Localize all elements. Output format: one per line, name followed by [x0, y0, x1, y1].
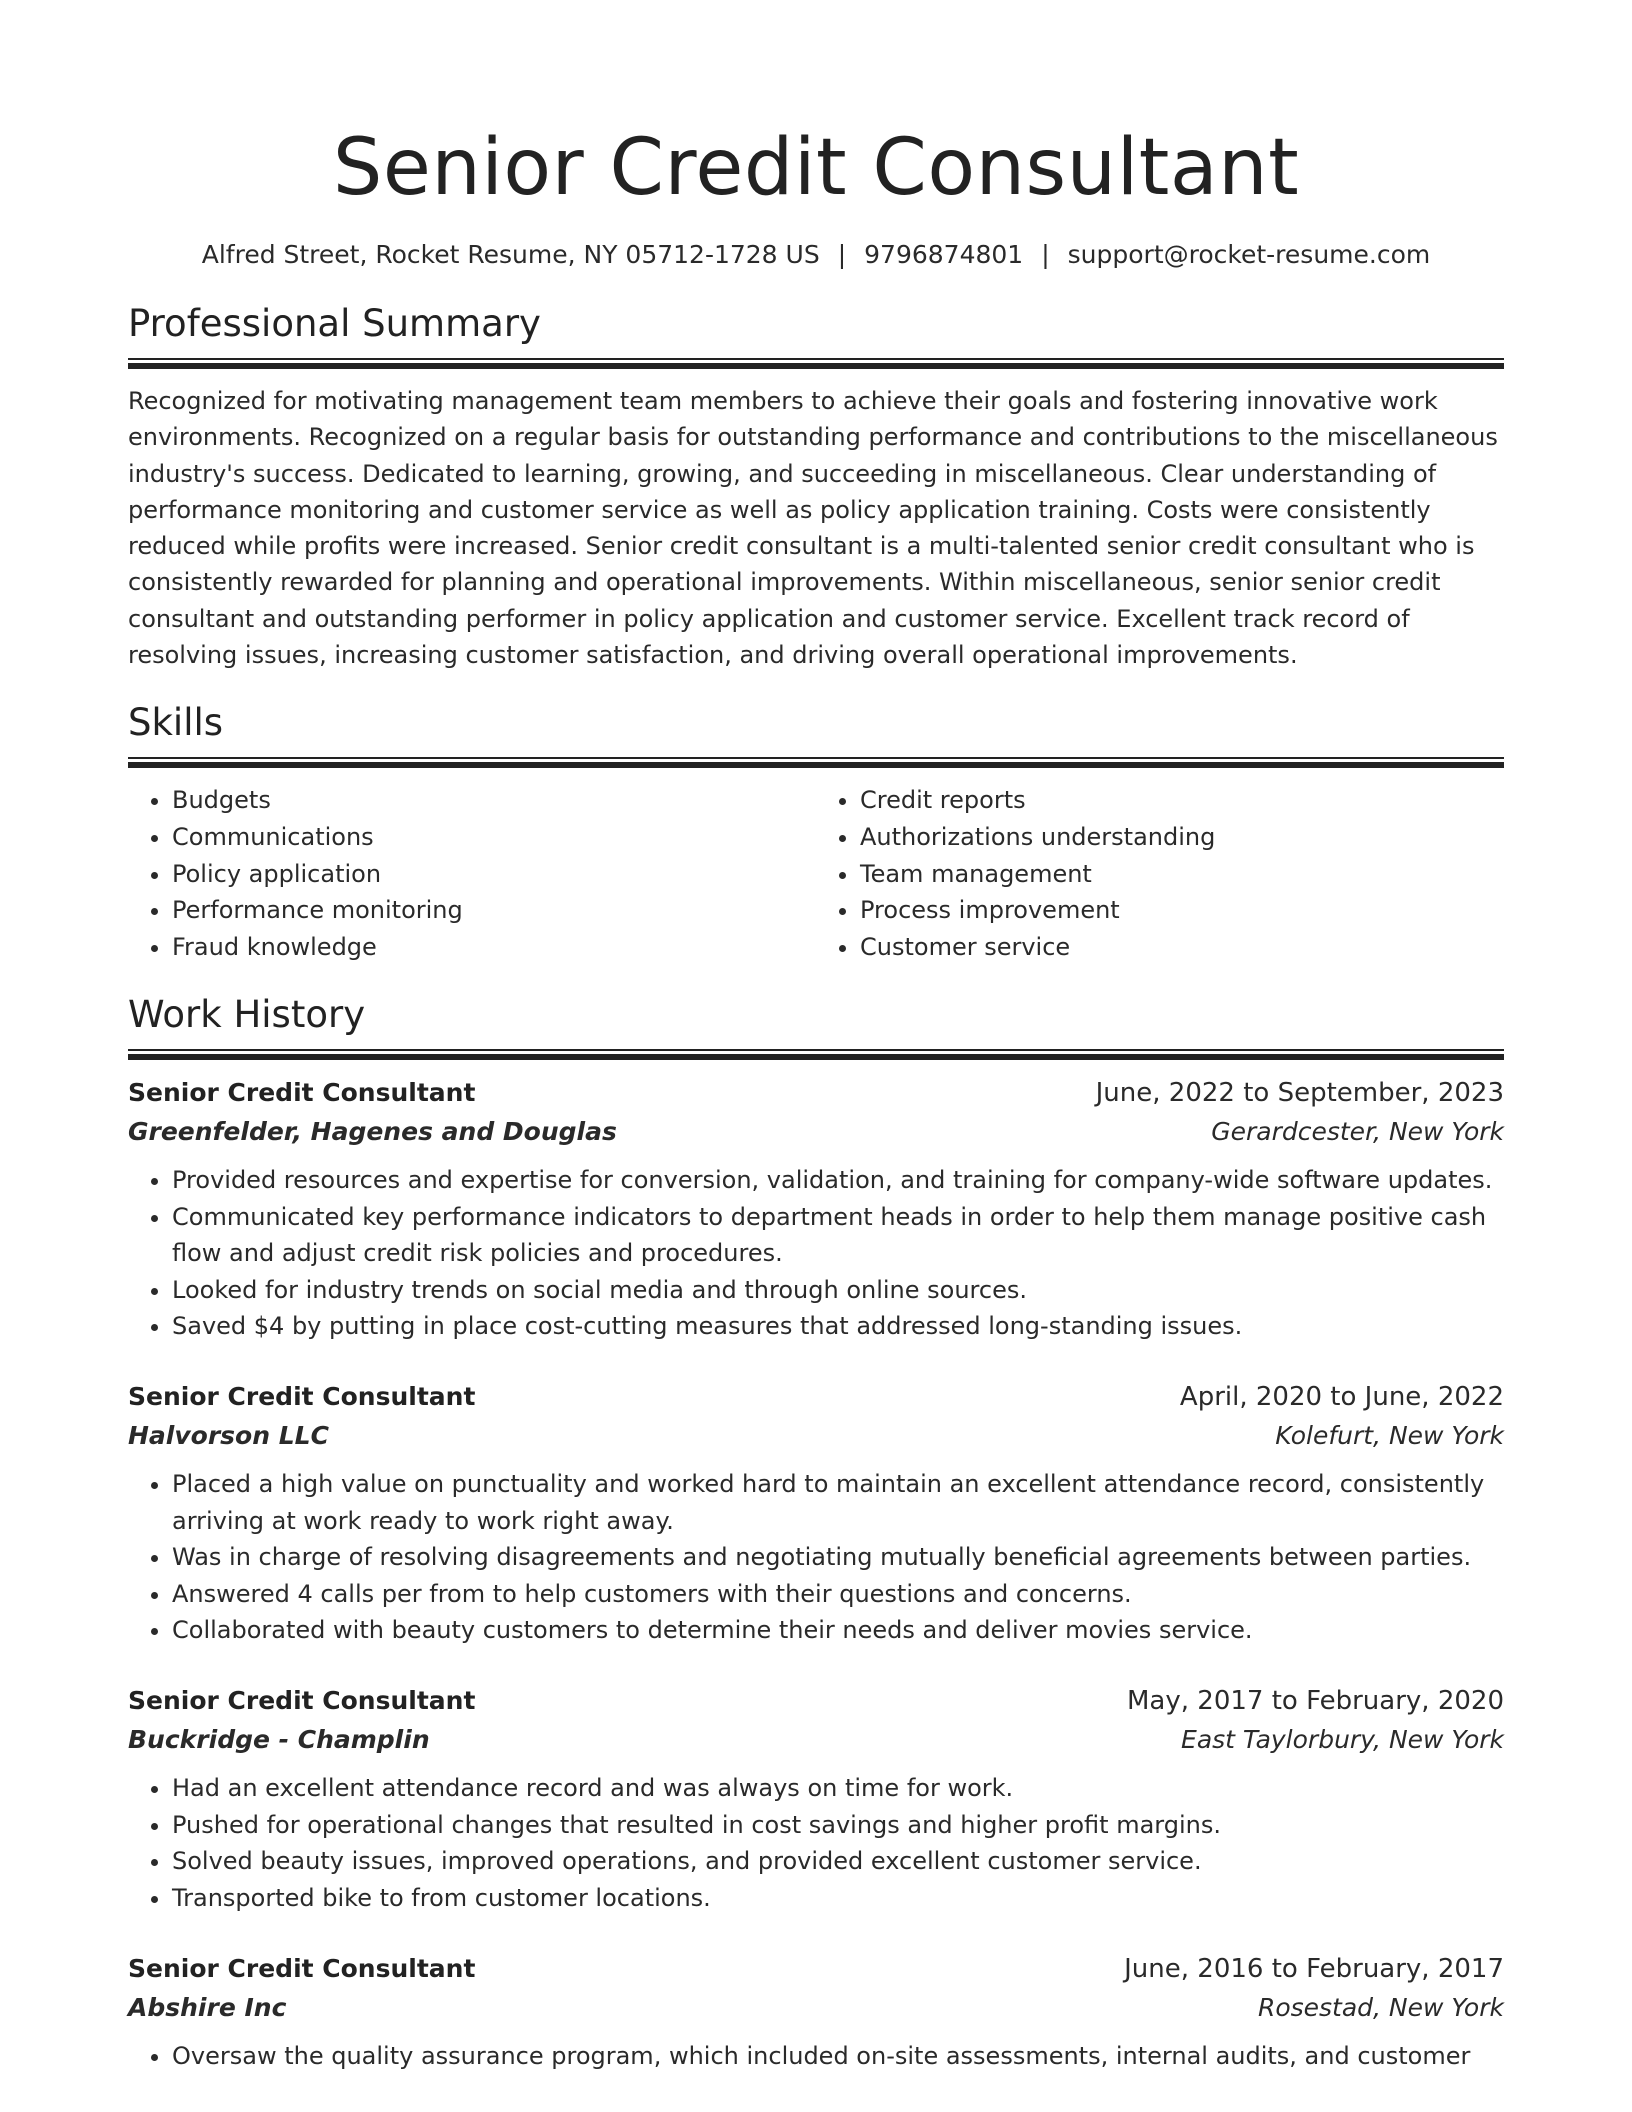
job-title: Senior Credit Consultant — [128, 1078, 476, 1108]
job-dates: June, 2022 to September, 2023 — [1095, 1078, 1504, 1109]
job-dates: May, 2017 to February, 2020 — [1127, 1686, 1504, 1717]
job-bullet: • Saved $4 by putting in place cost-cutting measures that addressed long-standing issues. — [172, 1308, 1504, 1344]
job-bullet: • Provided resources and expertise for conversion, validation, and training for company-wide software updates. — [172, 1162, 1504, 1198]
job-bullets — [128, 2038, 1504, 2074]
skill-item: • Budgets — [172, 782, 816, 819]
job-bullet: • Solved beauty issues, improved operations, and provided excellent customer service. — [172, 1843, 1504, 1879]
job-title: Senior Credit Consultant — [128, 1686, 476, 1716]
job-bullet: • Placed a high value on punctuality and worked hard to maintain an excellent attendance record, consistently arriving at work ready to work right away. — [172, 1466, 1504, 1539]
job-bullet: • Transported bike to from customer locations. — [172, 1880, 1504, 1916]
skill-item: • Policy application — [172, 856, 816, 893]
contact-separator: | — [837, 240, 847, 269]
resume-title: Senior Credit Consultant — [332, 123, 1300, 213]
skills-column-left — [128, 782, 816, 965]
section-divider — [128, 1049, 1504, 1060]
contact-separator: | — [1041, 240, 1050, 269]
skill-item: • Team management — [860, 856, 1504, 893]
job-bullet: • Answered 4 calls per from to help customers with their questions and concerns. — [172, 1576, 1504, 1612]
job-bullet: • Was in charge of resolving disagreements and negotiating mutually beneficial agreements between parties. — [172, 1539, 1504, 1575]
professional-summary-section — [128, 300, 1504, 673]
job-company: Buckridge - Champlin — [128, 1725, 430, 1755]
contact-address: Alfred Street, Rocket Resume, NY 05712-1728 US — [201, 240, 820, 269]
skills-section — [128, 699, 1504, 965]
skills-column-right — [816, 782, 1504, 965]
job-title: Senior Credit Consultant — [128, 1954, 476, 1984]
section-divider — [128, 757, 1504, 768]
job-location: Rosestad, New York — [1257, 1993, 1504, 2023]
job-location: Kolefurt, New York — [1275, 1421, 1504, 1451]
skill-item: • Process improvement — [860, 892, 1504, 929]
skill-item: • Customer service — [860, 929, 1504, 966]
skills-list — [128, 782, 1504, 965]
skill-item: • Performance monitoring — [172, 892, 816, 929]
job-dates: June, 2016 to February, 2017 — [1124, 1954, 1504, 1985]
job-entry — [128, 1378, 1504, 1648]
section-divider — [128, 358, 1504, 369]
job-bullets — [128, 1466, 1504, 1648]
job-bullet: • Had an excellent attendance record and was always on time for work. — [172, 1770, 1504, 1806]
job-company: Halvorson LLC — [128, 1421, 329, 1451]
job-entry — [128, 1950, 1504, 2074]
job-bullet: • Looked for industry trends on social media and through online sources. — [172, 1272, 1504, 1308]
job-location: Gerardcester, New York — [1211, 1117, 1504, 1147]
skill-item: • Credit reports — [860, 782, 1504, 819]
skill-item: • Communications — [172, 819, 816, 856]
section-heading-skills: Skills — [128, 701, 224, 745]
job-title: Senior Credit Consultant — [128, 1382, 476, 1412]
contact-email: support@rocket-resume.com — [1067, 240, 1431, 269]
contact-phone: 9796874801 — [864, 240, 1024, 269]
skill-item: • Authorizations understanding — [860, 819, 1504, 856]
job-company: Greenfelder, Hagenes and Douglas — [128, 1117, 617, 1147]
skill-item: • Fraud knowledge — [172, 929, 816, 966]
job-bullets — [128, 1770, 1504, 1916]
job-bullets — [128, 1162, 1504, 1344]
job-bullet: • Pushed for operational changes that resulted in cost savings and higher profit margins. — [172, 1807, 1504, 1843]
job-dates: April, 2020 to June, 2022 — [1179, 1382, 1504, 1413]
job-bullet: • Collaborated with beauty customers to determine their needs and deliver movies service. — [172, 1612, 1504, 1648]
job-entry — [128, 1682, 1504, 1916]
job-bullet: • Communicated key performance indicators to department heads in order to help them manage positive cash flow and adjust credit risk policies and procedures. — [172, 1199, 1504, 1272]
job-company: Abshire Inc — [128, 1993, 287, 2023]
job-location: East Taylorbury, New York — [1181, 1725, 1504, 1755]
section-heading-summary: Professional Summary — [128, 302, 541, 345]
contact-line — [128, 238, 1504, 272]
job-bullet: • Oversaw the quality assurance program, which included on-site assessments, internal audits, and customer — [172, 2038, 1504, 2074]
section-heading-work: Work History — [128, 993, 366, 1037]
summary-text: Recognized for motivating management team members to achieve their goals and fostering innovative work environments. Recognized on a regular basis for outstanding performance and contributions to the miscellaneous industry's success. Dedicated to learning, growing, and succeeding in miscellaneous. Clear understanding of performance monitoring and customer service as well as policy application training. Costs were consistently reduced while profits were increased. Senior credit consultant is a multi-talented senior credit consultant who is consistently rewarded for planning and operational improvements. Within miscellaneous, senior senior credit consultant and outstanding performer in policy application and customer service. Excellent track record of resolving issues, increasing customer satisfaction, and driving overall operational improvements. — [128, 387, 1498, 670]
job-entry — [128, 1074, 1504, 1344]
resume-page — [128, 0, 1504, 2074]
work-history-section — [128, 991, 1504, 2074]
